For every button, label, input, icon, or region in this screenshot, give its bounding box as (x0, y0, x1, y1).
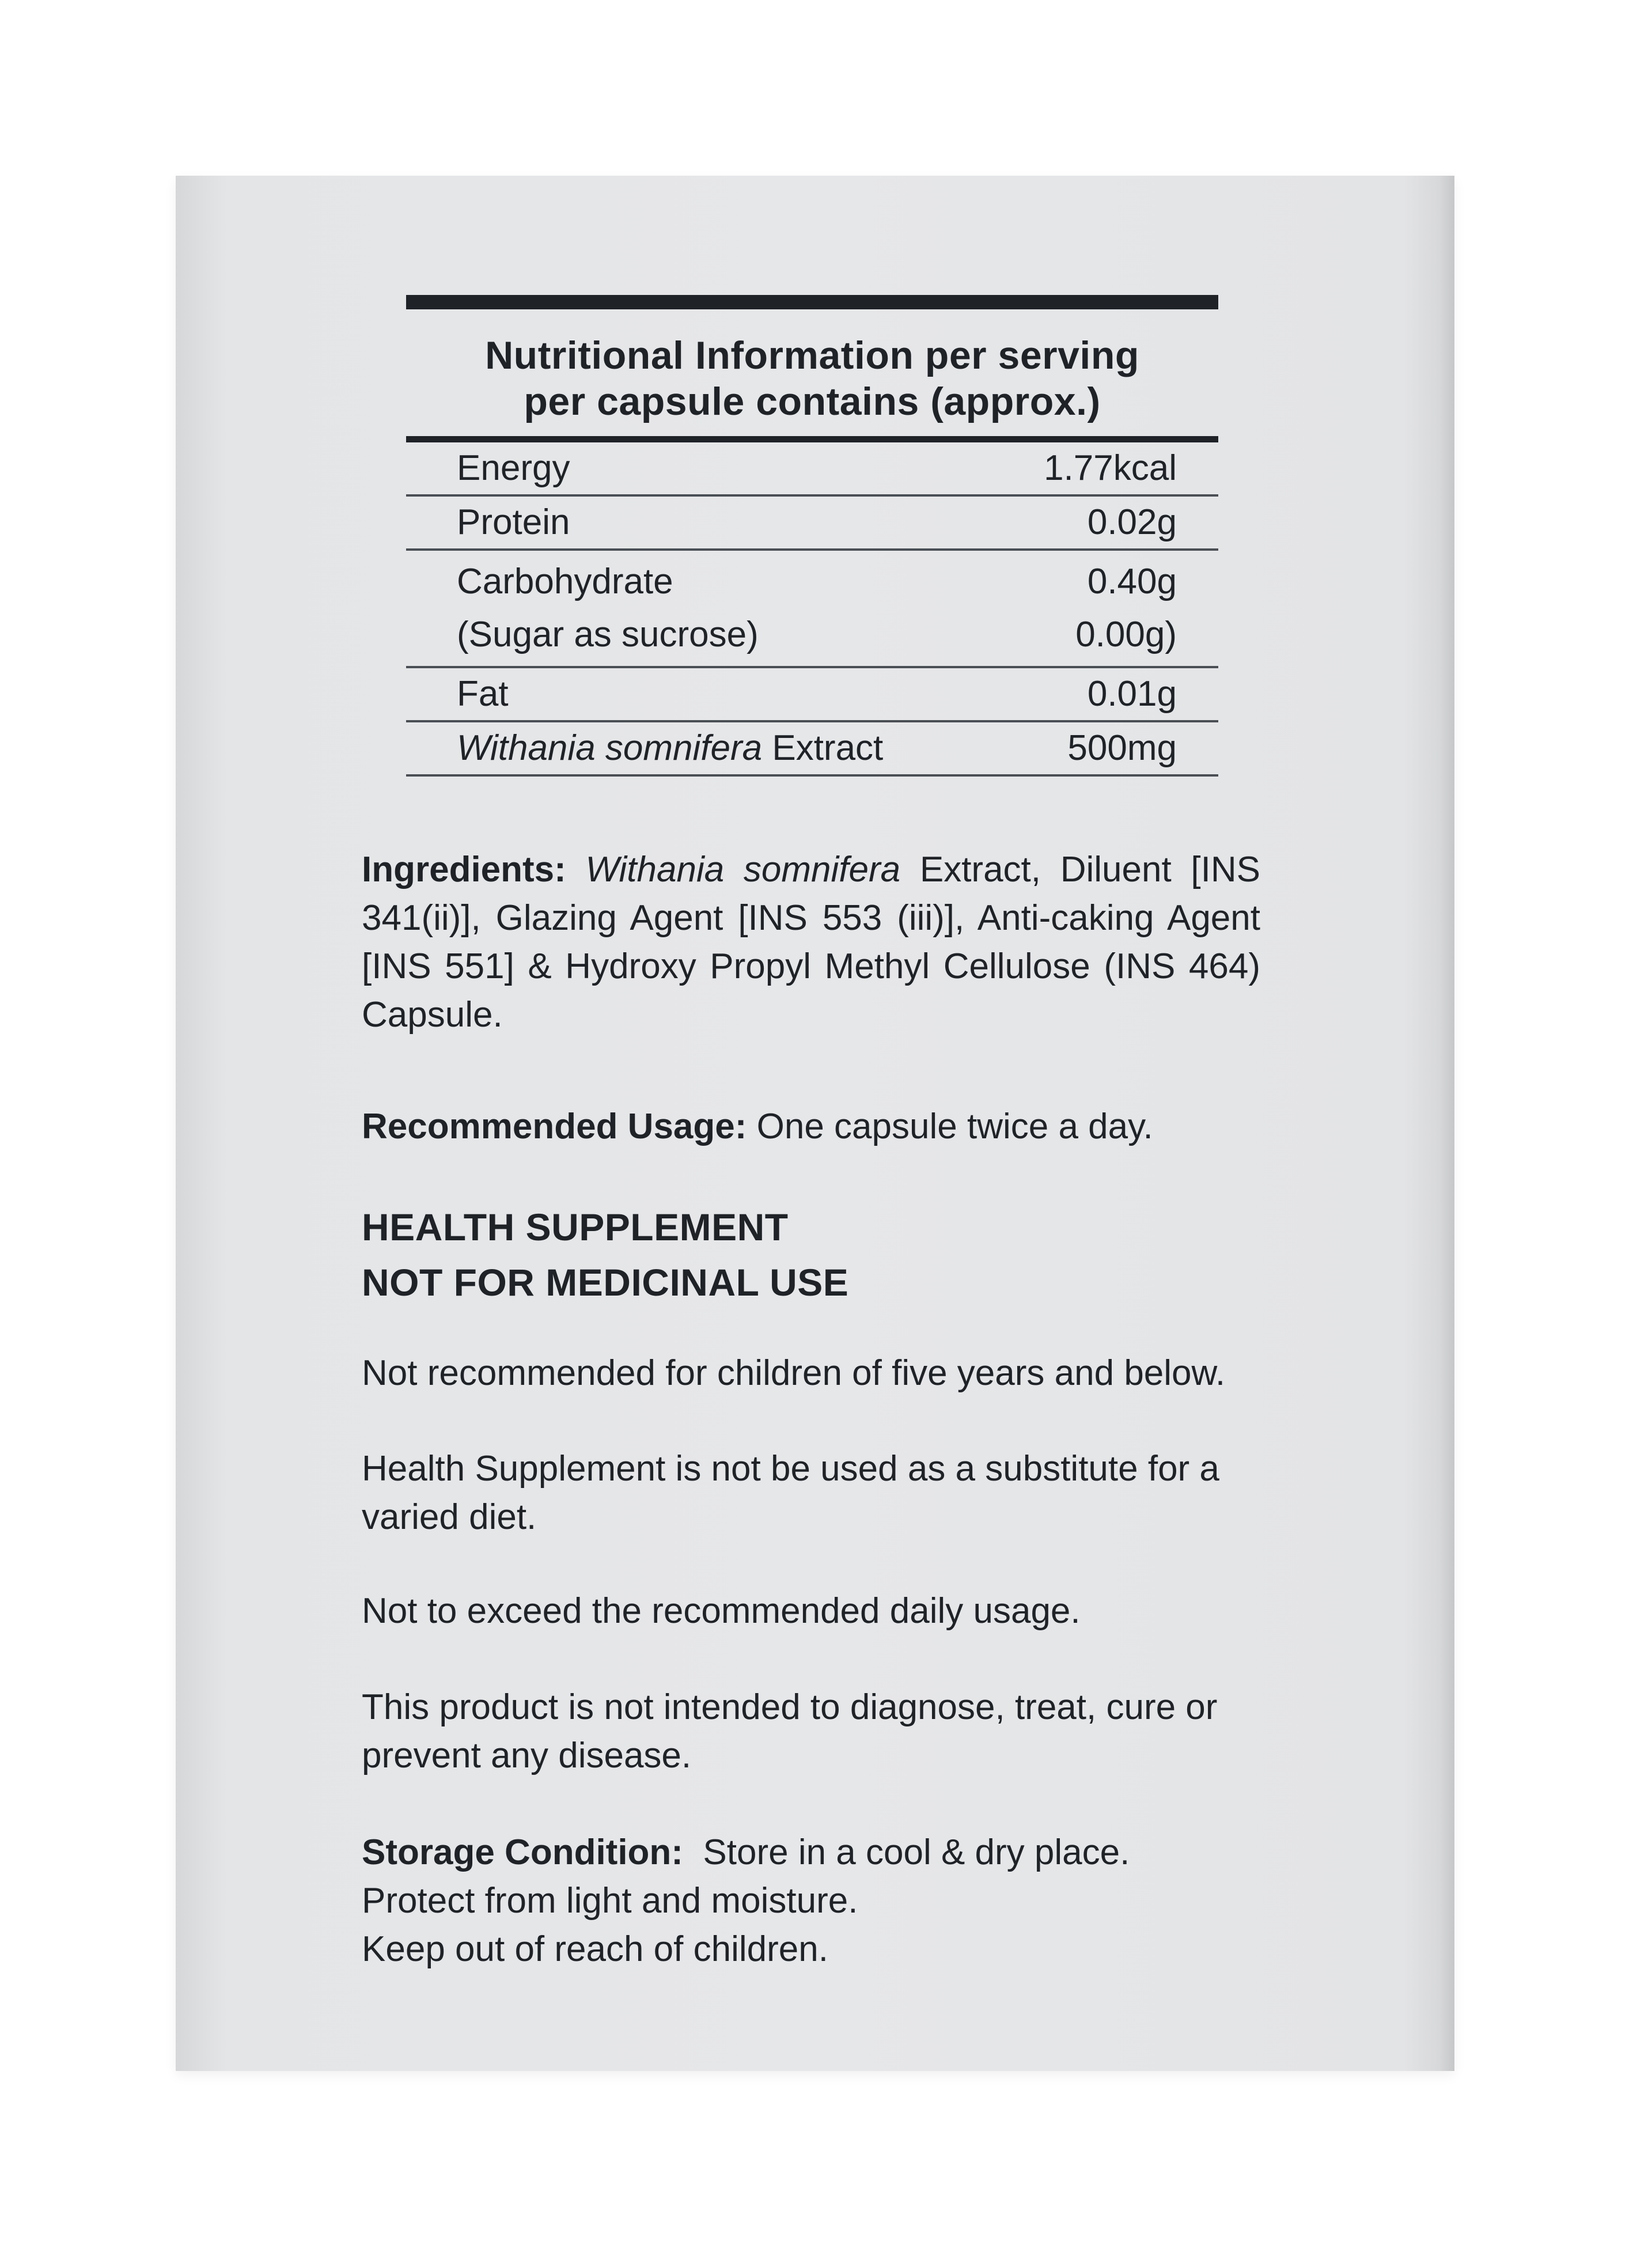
storage-line1 (362, 1828, 1260, 1877)
nutrition-value-group (1075, 555, 1177, 661)
storage-label: Storage Condition: (362, 1832, 683, 1872)
nutrition-header-rule (406, 436, 1218, 442)
nutrition-value: 1.77kcal (1044, 448, 1177, 488)
supplement-heading (362, 1199, 1260, 1310)
nutrition-label (457, 722, 883, 774)
heading-line1: HEALTH SUPPLEMENT (362, 1206, 789, 1248)
storage-line3: Keep out of reach of children. (362, 1929, 828, 1969)
storage-text-1: Store in a cool & dry place. (683, 1832, 1130, 1872)
notice-substitute: Health Supplement is not be used as a substitute for a varied diet. (362, 1449, 1219, 1537)
heading-line2: NOT FOR MEDICINAL USE (362, 1261, 849, 1304)
notice-exceed: Not to exceed the recommended daily usage. (362, 1591, 1081, 1631)
nutrition-table (406, 295, 1218, 777)
storage-line2: Protect from light and moisture. (362, 1881, 858, 1921)
nutrition-label-rest: Extract (762, 728, 884, 768)
nutrition-value: 0.01g (1087, 674, 1177, 714)
nutrition-label: Protein (457, 502, 570, 542)
nutrition-value: 0.02g (1087, 502, 1177, 542)
nutrition-row-carbohydrate (406, 551, 1218, 668)
nutrition-sub-value: 0.00g) (1075, 615, 1177, 654)
notice-children: Not recommended for children of five years and below. (362, 1353, 1226, 1393)
usage-label: Recommended Usage: (362, 1107, 747, 1146)
nutrition-label: Fat (457, 674, 509, 714)
ingredients-paragraph (362, 846, 1260, 1039)
usage-paragraph (362, 1103, 1260, 1151)
nutrition-title-line2: per capsule contains (approx.) (524, 380, 1101, 423)
nutrition-sub-label: (Sugar as sucrose) (457, 615, 759, 654)
nutrition-top-rule (406, 295, 1218, 309)
usage-text: One capsule twice a day. (747, 1107, 1153, 1146)
nutrition-title-line1: Nutritional Information per serving (485, 334, 1139, 377)
nutrition-row-fat (406, 668, 1218, 722)
nutrition-row-extract (406, 722, 1218, 777)
nutrition-title (406, 309, 1218, 436)
nutrition-value: 0.40g (1087, 562, 1177, 601)
nutrition-label: Energy (457, 448, 570, 488)
nutrition-label-group (457, 555, 759, 661)
ingredients-label: Ingredients: (362, 850, 566, 889)
nutrition-label-italic: Withania somnifera (457, 728, 763, 768)
notice-disclaimer: This product is not intended to diagnose, treat, cure or prevent any disease. (362, 1687, 1218, 1775)
nutrition-row-energy (406, 442, 1218, 497)
ingredients-italic: Withania somnifera (585, 850, 901, 889)
nutrition-row-protein (406, 497, 1218, 551)
storage-paragraph (362, 1828, 1260, 1974)
nutrition-label: Carbohydrate (457, 562, 673, 601)
ingredients-text: Extract, Diluent [INS 341(ii)], Glazing Agent [INS 553 (iii)], Anti-caking Agent [INS 551] & Hydroxy Propyl Methyl Cellulose (INS 464) Capsule. (362, 850, 1260, 1035)
nutrition-value: 500mg (1067, 728, 1177, 768)
